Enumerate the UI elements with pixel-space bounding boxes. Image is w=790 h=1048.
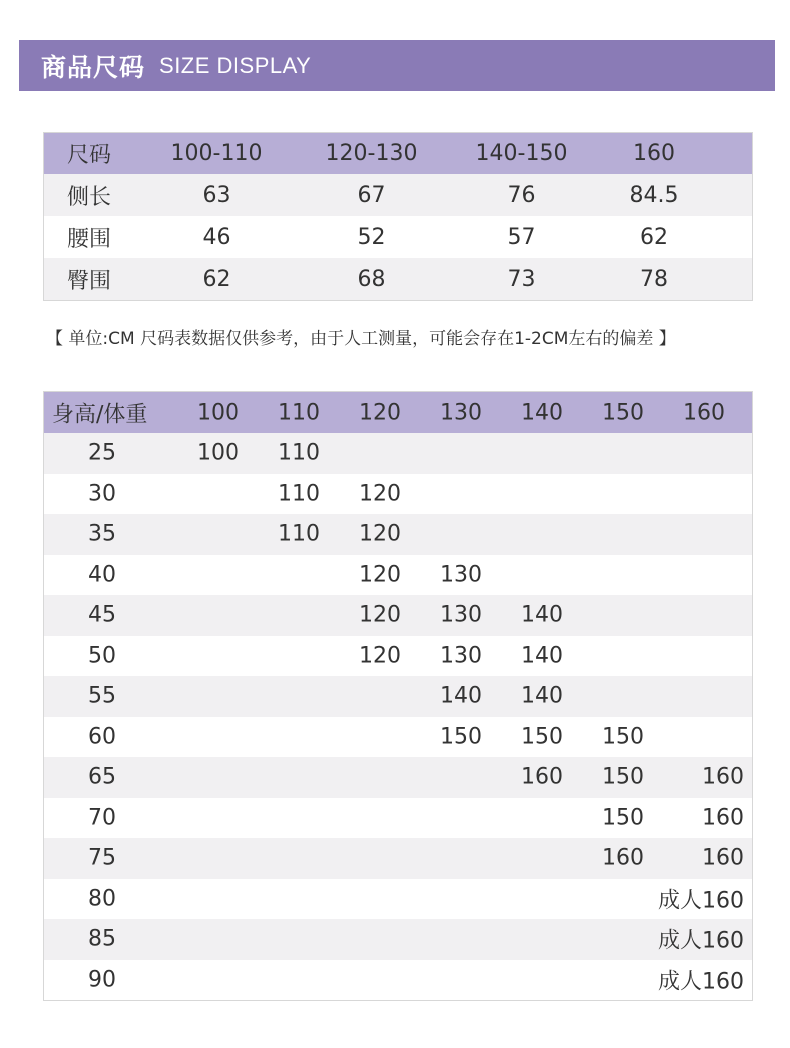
size-table-header-cell: 140-150 — [475, 141, 568, 166]
size-table-cell: 63 — [202, 182, 231, 208]
banner-title-en: SIZE DISPLAY — [159, 52, 312, 78]
fit-table-size-cell: 160 — [602, 845, 644, 871]
fit-table-size-cell: 160 — [702, 805, 744, 831]
fit-table-size-cell: 130 — [440, 602, 482, 628]
fit-table-size-cell: 120 — [359, 602, 401, 628]
size-table-row — [44, 216, 752, 258]
fit-table-weight-label: 40 — [88, 562, 116, 588]
fit-table-size-cell: 150 — [521, 724, 563, 750]
size-table-cell: 67 — [357, 182, 386, 208]
fit-table-size-cell: 130 — [440, 643, 482, 669]
fit-table-row — [44, 474, 752, 515]
fit-table-size-cell: 130 — [440, 562, 482, 588]
fit-table-weight-label: 65 — [88, 764, 116, 790]
size-table-row-label: 腰围 — [66, 226, 111, 252]
fit-table-size-cell: 120 — [359, 643, 401, 669]
fit-table-row — [44, 798, 752, 839]
size-table-header-cell: 160 — [633, 141, 675, 166]
fit-table-header-cell: 150 — [602, 400, 644, 425]
fit-table-row — [44, 838, 752, 879]
fit-table-size-cell: 成人160 — [658, 969, 744, 995]
fit-table-row — [44, 960, 752, 1001]
fit-table-size-cell: 110 — [278, 440, 320, 466]
fit-table-size-cell: 120 — [359, 521, 401, 547]
fit-table-size-cell: 120 — [359, 562, 401, 588]
fit-table-weight-label: 45 — [88, 602, 116, 628]
size-table-cell: 62 — [202, 266, 231, 292]
size-table-cell: 52 — [357, 224, 386, 250]
size-display-banner — [19, 40, 775, 91]
fit-table-size-cell: 140 — [440, 683, 482, 709]
size-table-row-label: 臀围 — [66, 268, 111, 294]
fit-table-header-cell: 120 — [359, 400, 401, 425]
size-table-header-cell: 尺码 — [66, 143, 111, 168]
size-table-cell: 57 — [507, 224, 536, 250]
fit-table-size-cell: 150 — [602, 724, 644, 750]
size-table-header-cell: 120-130 — [325, 141, 418, 166]
fit-table-row — [44, 717, 752, 758]
size-table-row — [44, 174, 752, 216]
fit-table-size-cell: 160 — [702, 764, 744, 790]
fit-table-size-cell: 160 — [521, 764, 563, 790]
size-table-header-cell: 100-110 — [170, 141, 263, 166]
fit-table-header-cell: 160 — [683, 400, 725, 425]
fit-table-size-cell: 150 — [602, 805, 644, 831]
fit-table-header-row — [44, 392, 752, 433]
size-table-header-row — [44, 133, 752, 174]
height-weight-fit-table — [43, 391, 753, 1001]
fit-table-weight-label: 60 — [88, 724, 116, 750]
fit-table-size-cell: 120 — [359, 481, 401, 507]
size-table-cell: 84.5 — [629, 182, 679, 208]
size-measurement-table — [43, 132, 753, 301]
fit-table-size-cell: 150 — [440, 724, 482, 750]
size-table-cell: 46 — [202, 224, 231, 250]
fit-table-size-cell: 110 — [278, 481, 320, 507]
fit-table-header-cell: 140 — [521, 400, 563, 425]
fit-table-header-cell: 130 — [440, 400, 482, 425]
size-table-cell: 76 — [507, 182, 536, 208]
fit-table-row — [44, 676, 752, 717]
fit-table-weight-label: 85 — [88, 926, 116, 952]
fit-table-weight-label: 80 — [88, 886, 116, 912]
fit-table-size-cell: 110 — [278, 521, 320, 547]
fit-table-row — [44, 555, 752, 596]
measurement-note: 【 单位:CM 尺码表数据仅供参考，由于人工测量，可能会存在1-2CM左右的偏差 】 — [46, 329, 676, 349]
size-table-row-label: 侧长 — [66, 184, 111, 210]
fit-table-header-cell: 110 — [278, 400, 320, 425]
fit-table-row — [44, 636, 752, 677]
fit-table-row — [44, 595, 752, 636]
size-table-cell: 78 — [640, 266, 668, 292]
fit-table-size-cell: 150 — [602, 764, 644, 790]
fit-table-row — [44, 919, 752, 960]
fit-table-size-cell: 140 — [521, 602, 563, 628]
fit-table-row — [44, 757, 752, 798]
fit-table-weight-label: 25 — [88, 440, 116, 466]
fit-table-row — [44, 433, 752, 474]
fit-table-size-cell: 成人160 — [658, 888, 744, 914]
fit-table-weight-label: 75 — [88, 845, 116, 871]
fit-table-row — [44, 514, 752, 555]
banner-title-cn: 商品尺码 — [41, 52, 146, 82]
fit-table-size-cell: 160 — [702, 845, 744, 871]
fit-table-size-cell: 140 — [521, 683, 563, 709]
fit-table-size-cell: 140 — [521, 643, 563, 669]
fit-table-header-cell: 身高/体重 — [52, 402, 148, 427]
fit-table-weight-label: 50 — [88, 643, 116, 669]
fit-table-weight-label: 70 — [88, 805, 116, 831]
fit-table-row — [44, 879, 752, 920]
size-table-cell: 68 — [357, 266, 386, 292]
fit-table-weight-label: 90 — [88, 967, 116, 993]
fit-table-size-cell: 100 — [197, 440, 239, 466]
fit-table-header-cell: 100 — [197, 400, 239, 425]
size-table-row — [44, 258, 752, 300]
fit-table-weight-label: 30 — [88, 481, 116, 507]
fit-table-weight-label: 35 — [88, 521, 116, 547]
size-table-cell: 73 — [507, 266, 536, 292]
fit-table-weight-label: 55 — [88, 683, 116, 709]
size-table-cell: 62 — [640, 224, 668, 250]
fit-table-size-cell: 成人160 — [658, 928, 744, 954]
